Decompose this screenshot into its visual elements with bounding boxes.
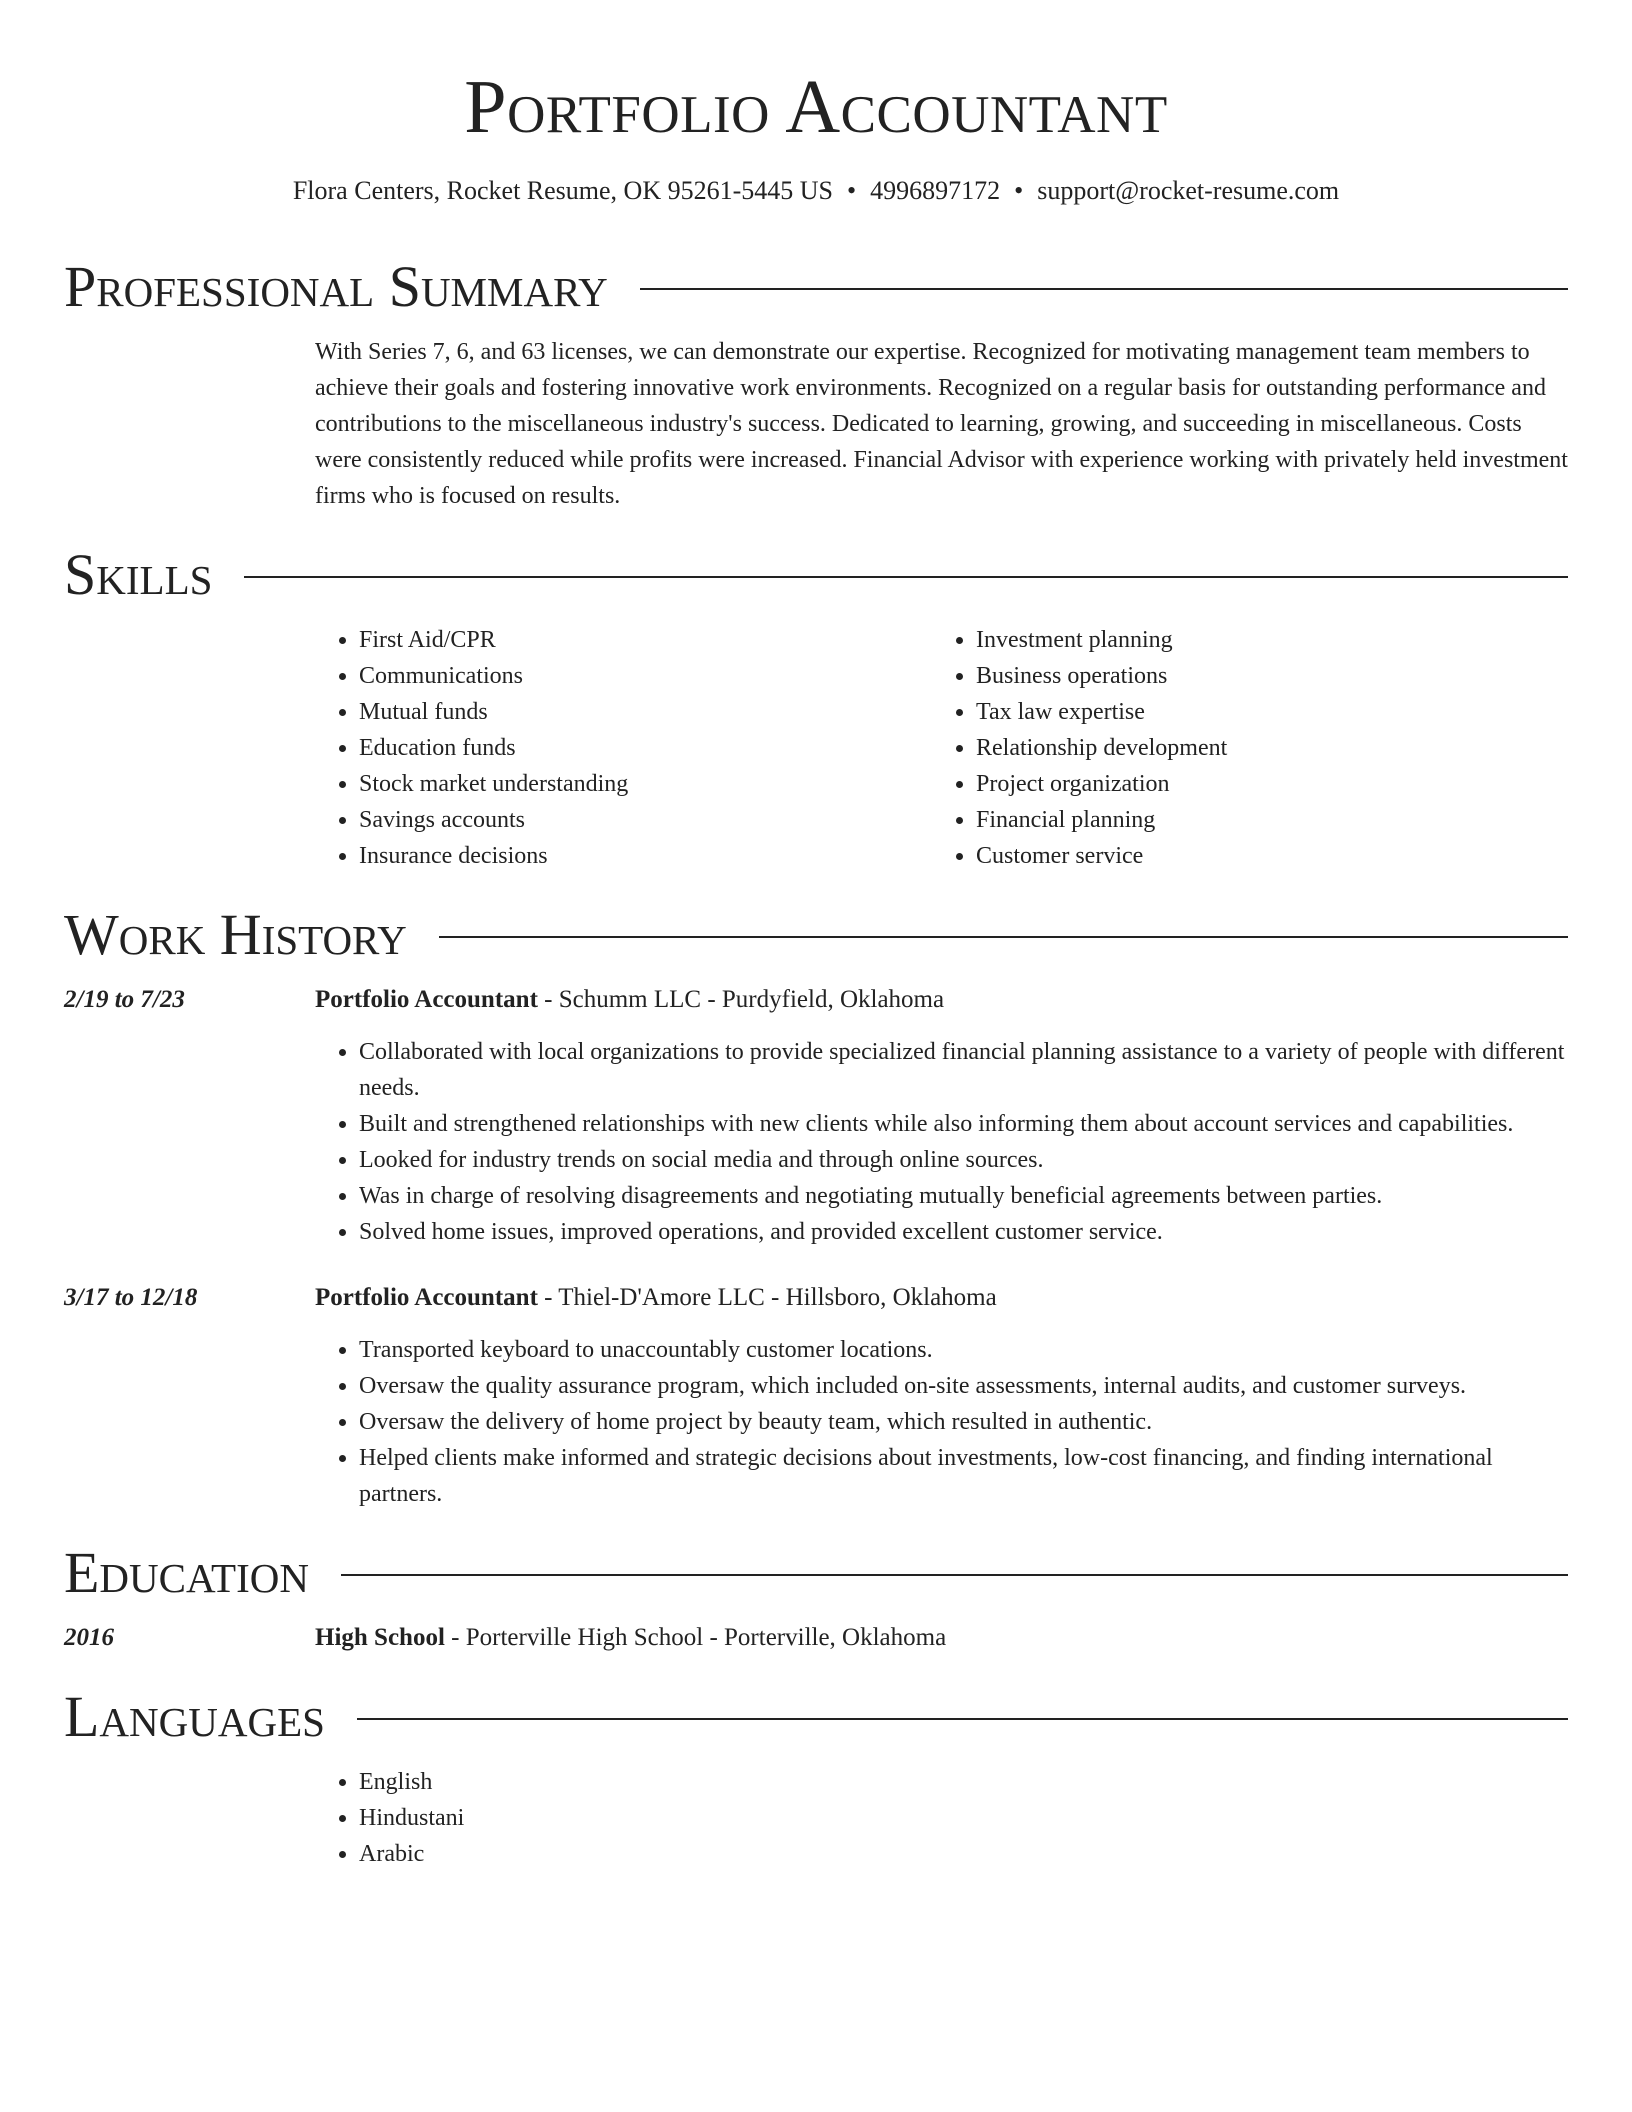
work-dates: 3/17 to 12/18: [64, 1284, 198, 1311]
work-title-line: [315, 982, 1568, 1018]
section-divider: [640, 288, 1568, 290]
work-bullets: [315, 1332, 1568, 1512]
education-section-header: [64, 1538, 1568, 1608]
contact-separator: •: [1014, 176, 1024, 205]
resume-name: Portfolio Accountant: [464, 65, 1168, 149]
education-title-line: [315, 1620, 1568, 1656]
language-item: • Hindustani: [359, 1800, 1568, 1836]
work-bullet: • Solved home issues, improved operations, and provided excellent customer service.: [359, 1214, 1568, 1250]
work-entry-body: [315, 982, 1568, 1250]
skill-item: • Tax law expertise: [976, 694, 1549, 730]
work-bullet: • Oversaw the quality assurance program, which included on-site assessments, internal audits, and customer surveys.: [359, 1368, 1568, 1404]
section-divider: [341, 1574, 1568, 1576]
contact-separator: •: [847, 176, 857, 205]
skill-item: • Mutual funds: [359, 694, 932, 730]
contact-line: [64, 174, 1568, 208]
languages-title: Languages: [64, 1684, 325, 1749]
work-title: Work History: [64, 902, 407, 967]
education-title: Education: [64, 1540, 309, 1605]
work-dates: 2/19 to 7/23: [64, 986, 185, 1013]
section-divider: [439, 936, 1568, 938]
skill-item: • Financial planning: [976, 802, 1549, 838]
work-bullet: • Helped clients make informed and strategic decisions about investments, low-cost financing, and finding international partners.: [359, 1440, 1568, 1512]
summary-text: With Series 7, 6, and 63 licenses, we can demonstrate our expertise. Recognized for motivating management team members to achieve their goals and fostering innovative work environments. Recognized on a regular basis for outstanding performance and contributions to the miscellaneous industry's success. Dedicated to learning, growing, and succeeding in miscellaneous. Costs were consistently reduced while profits were increased. Financial Advisor with experience working with privately held investment firms who is focused on results.: [315, 339, 1568, 509]
education-school: - Porterville High School - Porterville, Oklahoma: [444, 1624, 947, 1651]
work-bullet: • Built and strengthened relationships with new clients while also informing them about account services and capabilities.: [359, 1106, 1568, 1142]
work-bullets: [315, 1034, 1568, 1250]
contact-email: support@rocket-resume.com: [1037, 176, 1340, 205]
work-section-header: [64, 900, 1568, 970]
language-item: • Arabic: [359, 1836, 1568, 1872]
work-entry: [64, 1280, 1568, 1512]
skill-item: • Savings accounts: [359, 802, 932, 838]
work-position: Portfolio Accountant: [315, 1284, 538, 1311]
skills-column-right: [932, 622, 1549, 874]
skills-column-left: [315, 622, 932, 874]
skill-item: • Education funds: [359, 730, 932, 766]
language-item: • English: [359, 1764, 1568, 1800]
section-divider: [357, 1718, 1568, 1720]
work-bullet: • Transported keyboard to unaccountably customer locations.: [359, 1332, 1568, 1368]
skills-section-header: [64, 540, 1568, 610]
work-bullet: • Oversaw the delivery of home project by beauty team, which resulted in authentic.: [359, 1404, 1568, 1440]
education-year: 2016: [64, 1624, 114, 1651]
skill-item: • Communications: [359, 658, 932, 694]
skill-item: • Customer service: [976, 838, 1549, 874]
summary-title: Professional Summary: [64, 254, 608, 319]
resume-page: [64, 0, 1568, 1872]
education-entry: [64, 1620, 1568, 1656]
languages-list: [315, 1764, 1568, 1872]
skill-item: • Investment planning: [976, 622, 1549, 658]
education-entry-body: [315, 1620, 1568, 1656]
work-bullet: • Collaborated with local organizations to provide specialized financial planning assistance to a variety of people with different needs.: [359, 1034, 1568, 1106]
work-bullet: • Looked for industry trends on social media and through online sources.: [359, 1142, 1568, 1178]
skill-item: • First Aid/CPR: [359, 622, 932, 658]
work-company: - Schumm LLC - Purdyfield, Oklahoma: [537, 986, 945, 1013]
skills-title: Skills: [64, 542, 213, 607]
work-title-line: [315, 1280, 1568, 1316]
languages-section-header: [64, 1682, 1568, 1752]
work-entry-body: [315, 1280, 1568, 1512]
contact-address: Flora Centers, Rocket Resume, OK 95261-5445 US: [292, 176, 834, 205]
contact-phone: 4996897172: [870, 176, 1001, 205]
work-bullet: • Was in charge of resolving disagreements and negotiating mutually beneficial agreements between parties.: [359, 1178, 1568, 1214]
summary-section-header: [64, 252, 1568, 322]
skill-item: • Project organization: [976, 766, 1549, 802]
skills-list: [315, 622, 1568, 874]
education-degree: High School: [315, 1624, 445, 1651]
summary-body: [315, 334, 1568, 514]
work-position: Portfolio Accountant: [315, 986, 538, 1013]
work-entry: [64, 982, 1568, 1250]
skill-item: • Business operations: [976, 658, 1549, 694]
skill-item: • Insurance decisions: [359, 838, 932, 874]
skill-item: • Stock market understanding: [359, 766, 932, 802]
work-company: - Thiel-D'Amore LLC - Hillsboro, Oklahoma: [537, 1284, 997, 1311]
skill-item: • Relationship development: [976, 730, 1549, 766]
section-divider: [244, 576, 1568, 578]
